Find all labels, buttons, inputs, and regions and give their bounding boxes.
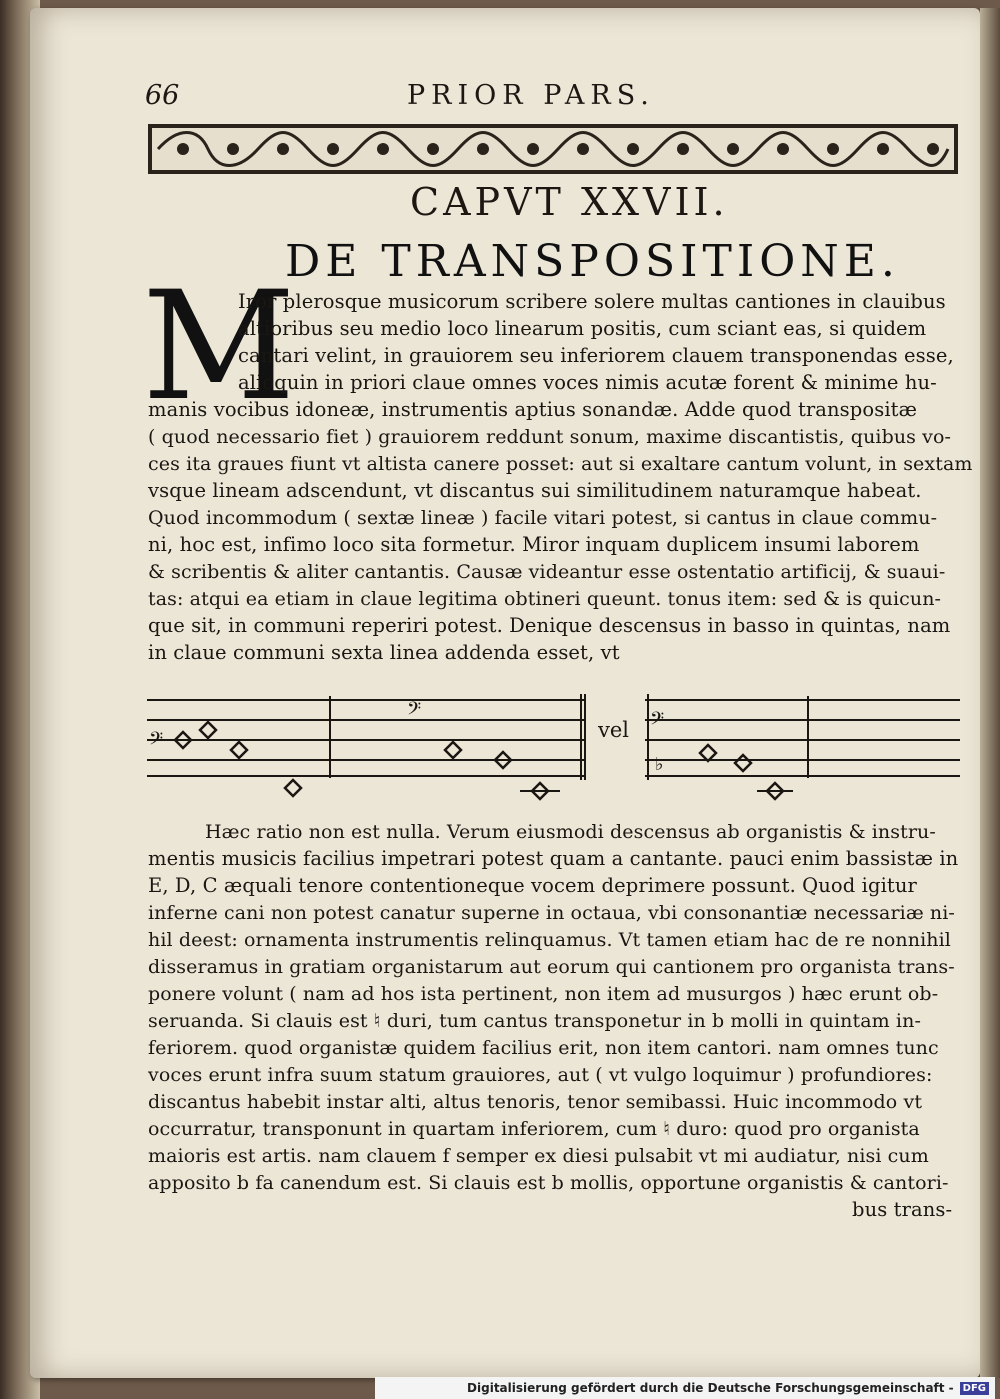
text-line: feriorem. quod organistæ quidem facilius erit, non item cantori. nam omnes tunc xyxy=(148,1037,939,1059)
page-edge xyxy=(980,8,1000,1378)
text-line: tas: atqui ea etiam in claue legitima obtineri queunt. tonus item: sed & is quicun- xyxy=(148,588,942,610)
text-line: seruanda. Si clauis est ♮ duri, tum cantus transponetur in b molli in quintam in- xyxy=(148,1010,921,1032)
text-line: maioris est artis. nam clauem f semper ex diesi pulsabit vt mi audiatur, nisi cum xyxy=(148,1145,929,1167)
footer-text: Digitalisierung gefördert durch die Deutsche Forschungsgemeinschaft - xyxy=(467,1381,954,1395)
running-title: PRIOR PARS. xyxy=(407,80,655,111)
text-line: E, D, C æquali tenore contentioneque vocem deprimere possunt. Quod igitur xyxy=(148,874,917,897)
text-line: alioquin in priori claue omnes voces nimis acutæ forent & minime hu- xyxy=(238,371,937,394)
text-line: ( quod necessario fiet ) grauiorem reddunt sonum, maxime discantistis, quibus vo- xyxy=(148,426,952,448)
chapter-heading: DE TRANSPOSITIONE. xyxy=(285,236,900,287)
text-line: mentis musicis facilius impetrari potest quam a cantante. pauci enim bassistæ in xyxy=(148,847,959,870)
text-line: altioribus seu medio loco linearum positis, cum sciant eas, si quidem xyxy=(238,317,927,340)
text-line: manis vocibus idoneæ, instrumentis aptius sonandæ. Adde quod transpositæ xyxy=(148,398,918,421)
text-line: ni, hoc est, infimo loco sita formetur. Miror inquam duplicem insumi laborem xyxy=(148,533,920,556)
text-line: Iror plerosque musicorum scribere solere multas cantiones in clauibus xyxy=(238,290,946,313)
text-line: Hæc ratio non est nulla. Verum eiusmodi descensus ab organistis & instru- xyxy=(205,821,936,843)
svg-text:𝄢: 𝄢 xyxy=(149,729,164,754)
text-line: discantus habebit instar alti, altus tenoris, tenor semibassi. Huic incommodo vt xyxy=(148,1091,923,1113)
text-line: inferne cani non potest canatur superne in octaua, vbi consonantiæ necessariæ ni- xyxy=(148,902,955,924)
svg-text:𝄢: 𝄢 xyxy=(407,699,422,724)
music-example xyxy=(145,688,960,808)
text-line: cantari velint, in grauiorem seu inferiorem clauem transponendas esse, xyxy=(238,344,954,367)
text-line: vsque lineam adscendunt, vt discantus sui similitudinem naturamque habeat. xyxy=(148,479,922,502)
text-line: voces erunt infra suum statum grauiores, aut ( vt vulgo loquimur ) profundiores: xyxy=(148,1064,933,1086)
text-line: occurratur, transponunt in quartam inferiorem, cum ♮ duro: quod pro organista xyxy=(148,1118,920,1140)
catchword: bus trans- xyxy=(852,1198,953,1221)
text-line: apposito b fa canendum est. Si clauis est b mollis, opportune organistis & cantori- xyxy=(148,1172,949,1194)
text-line: disseramus in gratiam organistarum aut eorum qui cantionem pro organista trans- xyxy=(148,956,955,978)
running-head xyxy=(145,80,745,116)
ornamental-headpiece xyxy=(148,122,958,176)
svg-text:𝄢: 𝄢 xyxy=(650,709,665,734)
text-line: in claue communi sexta linea addenda esset, vt xyxy=(148,641,620,664)
svg-text:♭: ♭ xyxy=(655,754,664,775)
digitization-footer xyxy=(375,1377,995,1399)
text-line: hil deest: ornamenta instrumentis relinquamus. Vt tamen etiam hac de re nonnihil xyxy=(148,929,951,951)
text-line: ces ita graues fiunt vt altista canere posset: aut si exaltare cantum volunt, in sextam xyxy=(148,453,973,475)
example-conjunction: vel xyxy=(598,718,630,742)
text-line: que sit, in communi reperiri potest. Denique descensus in basso in quintas, nam xyxy=(148,614,951,637)
text-line: & scribentis & aliter cantantis. Causæ videantur esse ostentatio artificij, & suaui- xyxy=(148,561,946,583)
dfg-logo: DFG xyxy=(960,1382,989,1395)
page-number: 66 xyxy=(145,80,180,111)
chapter-number: CAPVT XXVII. xyxy=(410,180,729,224)
text-line: ponere volunt ( nam ad hos ista pertinent, non item ad musurgos ) hæc erunt ob- xyxy=(148,983,939,1005)
text-line: Quod incommodum ( sextæ lineæ ) facile vitari potest, si cantus in claue commu- xyxy=(148,507,938,529)
drop-capital: M xyxy=(142,260,296,434)
